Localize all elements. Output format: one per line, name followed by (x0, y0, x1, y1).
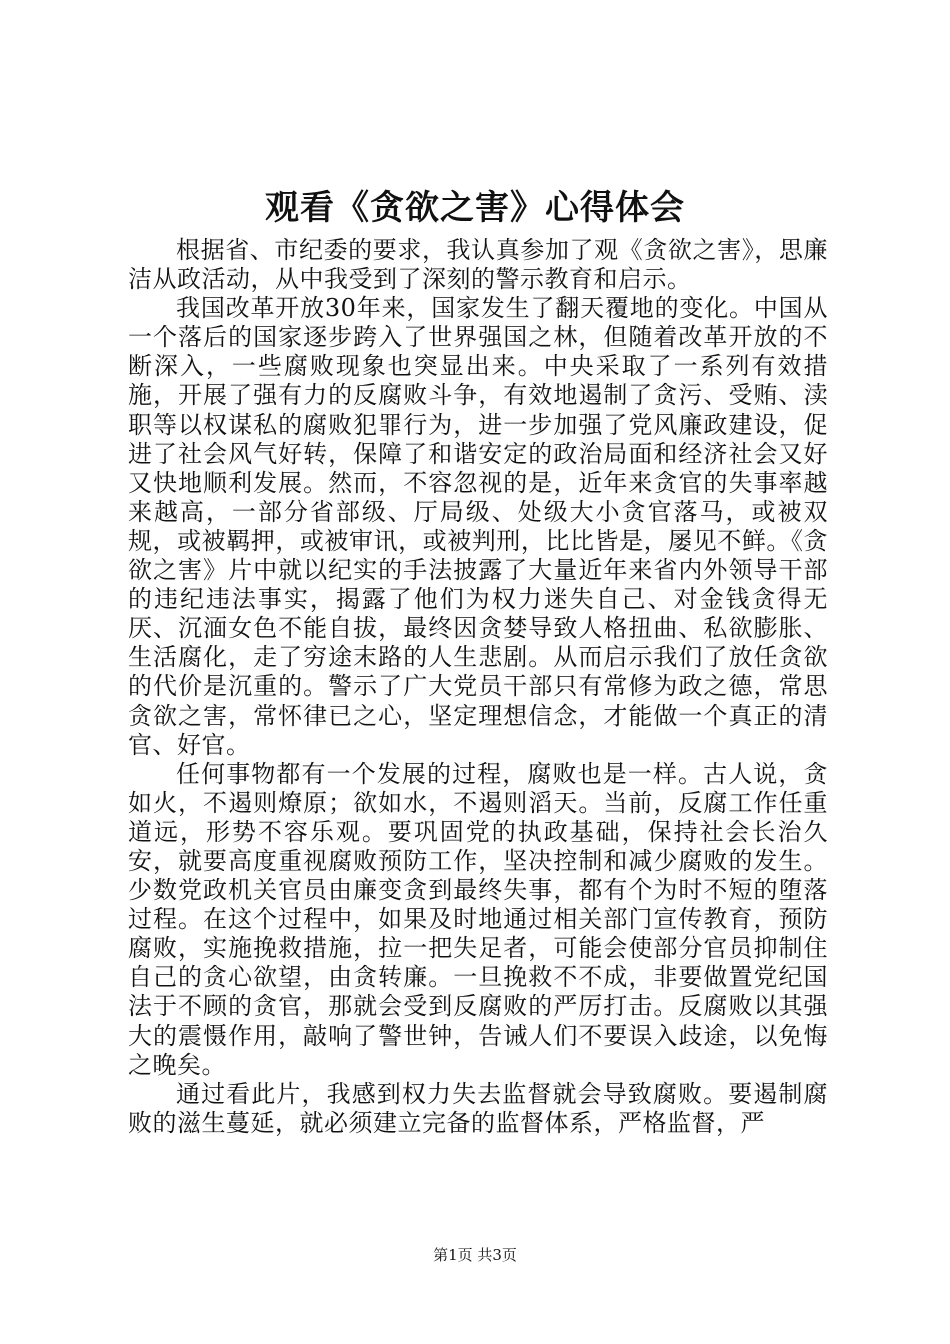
paragraph-1: 根据省、市纪委的要求，我认真参加了观《贪欲之害》，思廉洁从政活动，从中我受到了深刻的警示教育和启示。 (128, 236, 828, 294)
page-footer: 第1页 共3页 (433, 1246, 517, 1264)
paragraph-4: 通过看此片，我感到权力失去监督就会导致腐败。要遏制腐败的滋生蔓延，就必须建立完备的监督体系，严格监督，严 (128, 1079, 828, 1137)
document-body (128, 236, 828, 1138)
paragraph-3: 任何事物都有一个发展的过程，腐败也是一样。古人说，贪如火，不遏则燎原；欲如水，不遏则滔天。当前，反腐工作任重道远，形势不容乐观。要巩固党的执政基础，保持社会长治久安，就要高度重视腐败预防工作，坚决控制和减少腐败的发生。少数党政机关官员由廉变贪到最终失事，都有个为时不短的堕落过程。在这个过程中，如果及时地通过相关部门宣传教育，预防腐败，实施挽救措施，拉一把失足者，可能会使部分官员抑制住自己的贪心欲望，由贪转廉。一旦挽救不不成，非要做置党纪国法于不顾的贪官，那就会受到反腐败的严厉打击。反腐败以其强大的震慑作用，敲响了警世钟，告诫人们不要误入歧途，以免悔之晚矣。 (128, 759, 828, 1079)
document-title: 观看《贪欲之害》心得体会 (265, 188, 685, 228)
paragraph-2: 我国改革开放30年来，国家发生了翻天覆地的变化。中国从一个落后的国家逐步跨入了世界强国之林，但随着改革开放的不断深入，一些腐败现象也突显出来。中央采取了一系列有效措施，开展了强有力的反腐败斗争，有效地遏制了贪污、受贿、渎职等以权谋私的腐败犯罪行为，进一步加强了党风廉政建设，促进了社会风气好转，保障了和谐安定的政治局面和经济社会又好又快地顺利发展。然而，不容忽视的是，近年来贪官的失事率越来越高，一部分省部级、厅局级、处级大小贪官落马，或被双规，或被羁押，或被审讯，或被判刑，比比皆是，屡见不鲜。《贪欲之害》片中就以纪实的手法披露了大量近年来省内外领导干部的违纪违法事实，揭露了他们为权力迷失自己、对金钱贪得无厌、沉湎女色不能自拔，最终因贪婪导致人格扭曲、私欲膨胀、生活腐化，走了穷途末路的人生悲剧。从而启示我们了放任贪欲的代价是沉重的。警示了广大党员干部只有常修为政之德，常思贪欲之害，常怀律已之心，坚定理想信念，才能做一个真正的清官、好官。 (128, 294, 828, 759)
